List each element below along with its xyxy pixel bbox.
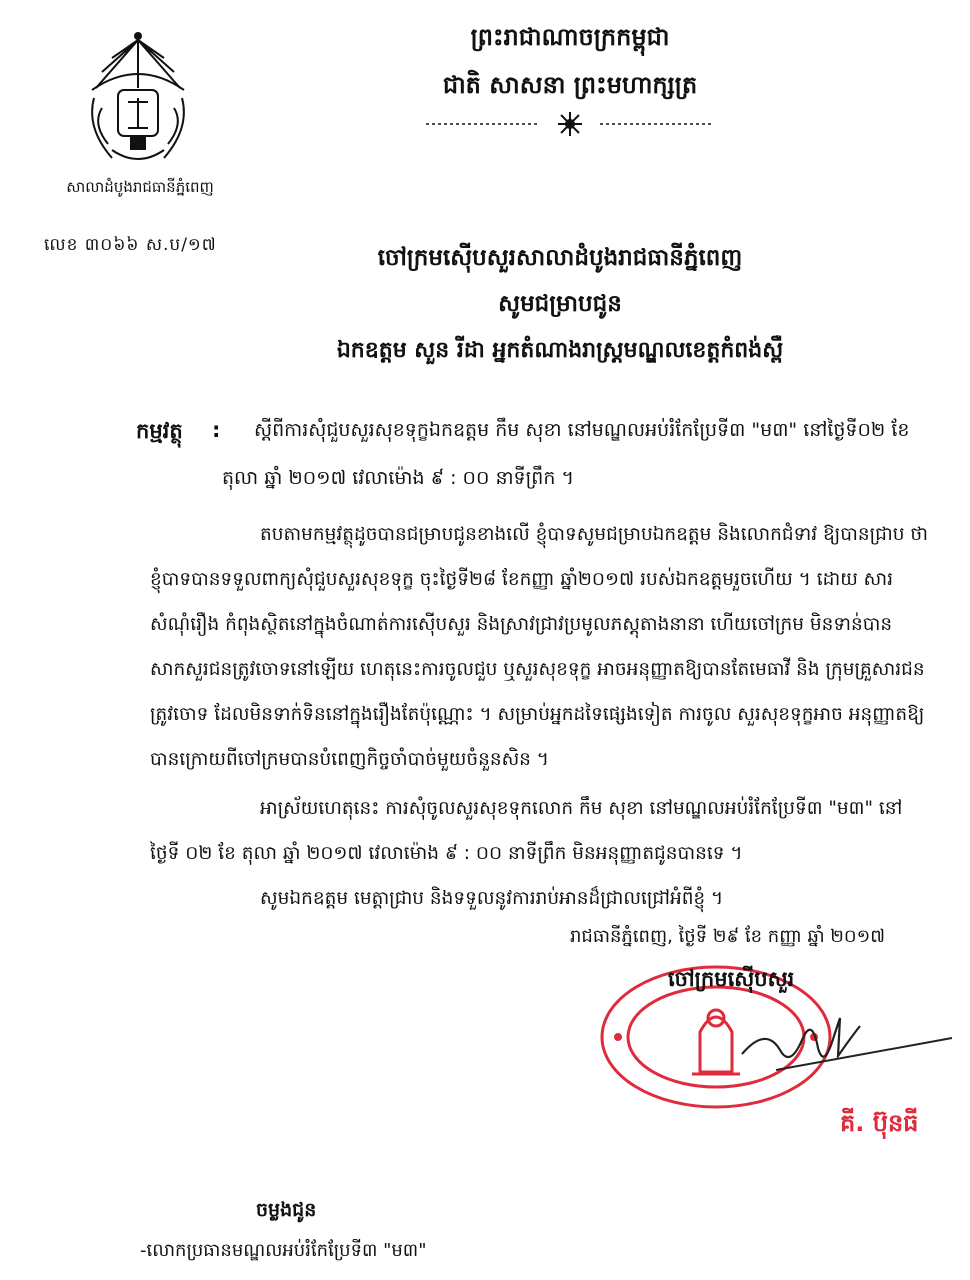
body-paragraph-2: អាស្រ័យហេតុនេះ ការសុំចូលសួរសុខទុកលោក កឹម សុខា នៅមណ្ឌលអប់រំកែប្រែទី៣ "ម៣" នៅថ្ងៃទី ០២ ខែ តុលា ឆ្នាំ ២០១៧ វេលាម៉ោង ៩ : ០០ នាទីព្រឹក មិនអនុញ្ញាតជូនបានទេ ។: [150, 798, 903, 864]
subject-colon: :: [212, 418, 221, 442]
court-emblem-icon: [72, 28, 204, 178]
copies-label: ចម្លងជូន: [256, 1199, 317, 1221]
signer-title: ចៅក្រមស៊ើបសួរ: [668, 967, 795, 991]
closing-paragraph: សូមឯកឧត្តម មេត្តាជ្រាប និងទទួលនូវការរាប់អានដ៏ជ្រាលជ្រៅអំពីខ្ញុំ ។: [260, 888, 724, 909]
subject-line-2: តុលា ឆ្នាំ ២០១៧ វេលាម៉ោង ៩ : ០០ នាទីព្រឹក ។: [222, 467, 574, 489]
signer-name: គី. ប៊ុនធី: [840, 1109, 919, 1137]
recipient-line: ឯកឧត្តម សួន រីដា អ្នកតំណាងរាស្ត្រមណ្ឌលខេត្តកំពង់ស្ពឺ: [336, 338, 784, 363]
ornament-divider-icon: [420, 110, 720, 138]
subject-line-1: ស្តីពីការសុំជួបសួរសុខទុក្ខឯកឧត្តម កឹម សុខា នៅមណ្ឌលអប់រំកែប្រែទី៣ "ម៣" នៅថ្ងៃទី០២ ខែ: [254, 419, 910, 441]
subject-label: កម្មវត្ថុ: [136, 419, 183, 443]
respect-line: សូមជម្រាបជូន: [498, 291, 622, 317]
kingdom-title: ព្រះរាជាណាចក្រកម្ពុជា: [470, 23, 670, 51]
date-line: រាជធានីភ្នំពេញ, ថ្ងៃទី ២៩ ខែ កញ្ញា ឆ្នាំ ២០១៧: [570, 926, 886, 947]
sender-title: ចៅក្រមស៊ើបសួរសាលាដំបូងរាជធានីភ្នំពេញ: [377, 245, 743, 271]
body-paragraph-1: តបតាមកម្មវត្ថុដូចបានជម្រាបជូនខាងលើ ខ្ញុំបាទសូមជម្រាបឯកឧត្តម និងលោកជំទាវ ឱ្យបានជ្រាប ថា ខ្ញុំបាទបានទទួលពាក្យសុំជួបសួរសុខទុក្ខ ចុះថ្ងៃទី២៨ ខែកញ្ញា ឆ្នាំ២០១៧ របស់ឯកឧត្តមរួចហើយ ។ ដោយ សារសំណុំរឿង កំពុងស្ថិតនៅក្នុងចំណាត់ការស៊ើបសួរ និងស្រាវជ្រាវប្រមូលភស្តុតាងនានា ហើយចៅក្រម មិនទាន់បានសាកសួរជនត្រូវចោទនៅឡើយ ហេតុនេះការចូលជួប ឬសួរសុខទុក្ខ អាចអនុញ្ញាតឱ្យបានតែមេធាវី និង ក្រុមគ្រួសារជនត្រូវចោទ ដែលមិនទាក់ទិននៅក្នុងរឿងតែប៉ុណ្ណោះ ។ សម្រាប់អ្នកដទៃផ្សេងទៀត ការចូល សួរសុខទុក្ខអាច អនុញ្ញាតឱ្យបានក្រោយពីចៅក្រមបានបំពេញកិច្ចចាំបាច់មួយចំនួនសិន ។: [150, 524, 928, 770]
copies-item: -លោកប្រធានមណ្ឌលអប់រំកែប្រែទី៣ "ម៣": [140, 1240, 427, 1261]
handwritten-signature-icon: [736, 996, 956, 1106]
court-name: សាលាដំបូងរាជធានីភ្នំពេញ: [66, 178, 214, 196]
national-motto: ជាតិ សាសនា ព្រះមហាក្សត្រ: [442, 71, 698, 99]
reference-number: លេខ ៣០៦៦ ស.ប/១៧: [44, 235, 217, 255]
